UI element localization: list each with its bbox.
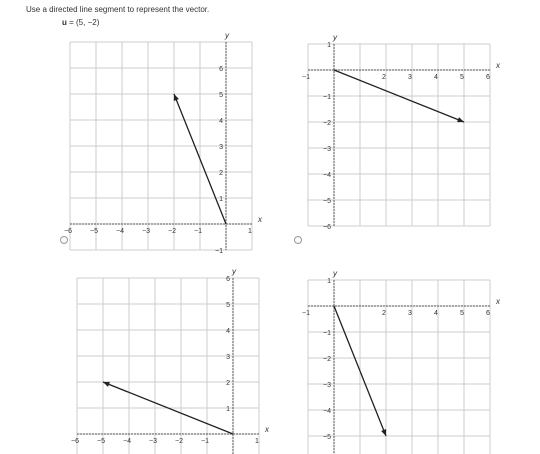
- y-tick-label: −2: [323, 120, 331, 127]
- graph-option-c[interactable]: [71, 267, 269, 454]
- x-tick-label: 2: [382, 310, 386, 317]
- x-axis-label: x: [496, 297, 500, 306]
- x-tick-label: −1: [302, 310, 310, 317]
- y-tick-label: −1: [323, 330, 331, 337]
- y-tick-label: 1: [327, 42, 331, 49]
- y-tick-label: −5: [323, 434, 331, 441]
- y-tick-label: 6: [226, 276, 230, 283]
- y-tick-label: 2: [226, 380, 230, 387]
- y-tick-label: 1: [219, 196, 223, 203]
- y-tick-label: 4: [226, 328, 230, 335]
- x-tick-label: −2: [168, 228, 176, 235]
- y-axis-label: y: [333, 33, 337, 42]
- vector-arrowhead: [174, 94, 179, 101]
- y-tick-label: −2: [323, 356, 331, 363]
- x-axis-label: x: [496, 61, 500, 70]
- question-prompt: Use a directed line segment to represent the vector.: [26, 5, 210, 14]
- y-tick-label: 6: [219, 66, 223, 73]
- x-tick-label: 6: [486, 310, 490, 317]
- graph-option-d[interactable]: [302, 269, 500, 454]
- x-tick-label: 1: [248, 228, 252, 235]
- y-tick-label: 1: [327, 278, 331, 285]
- y-tick-label: −1: [215, 248, 223, 255]
- x-tick-label: 5: [460, 310, 464, 317]
- y-tick-label: −5: [323, 198, 331, 205]
- graph-option-b[interactable]: [302, 33, 500, 238]
- x-tick-label: −3: [149, 438, 157, 445]
- x-tick-label: 4: [434, 310, 438, 317]
- y-tick-label: −4: [323, 408, 331, 415]
- x-tick-label: −6: [64, 228, 72, 235]
- vector-name: u: [62, 18, 67, 27]
- option-b-radio[interactable]: [294, 236, 302, 244]
- y-axis-label: y: [232, 267, 236, 276]
- x-tick-label: −4: [123, 438, 131, 445]
- graph-option-a[interactable]: [64, 31, 262, 255]
- y-tick-label: −3: [323, 382, 331, 389]
- y-tick-label: −6: [323, 224, 331, 231]
- x-tick-label: −2: [175, 438, 183, 445]
- x-tick-label: 3: [408, 74, 412, 81]
- vector-arrowhead: [457, 117, 464, 122]
- y-tick-label: 5: [219, 92, 223, 99]
- x-tick-label: −5: [97, 438, 105, 445]
- x-tick-label: −1: [201, 438, 209, 445]
- x-tick-label: 3: [408, 310, 412, 317]
- vector-value: = (5, −2): [69, 18, 100, 27]
- y-tick-label: 5: [226, 302, 230, 309]
- x-tick-label: 1: [255, 438, 259, 445]
- x-tick-label: −1: [194, 228, 202, 235]
- x-axis-label: x: [265, 425, 269, 434]
- x-tick-label: 2: [382, 74, 386, 81]
- x-axis-label: x: [258, 215, 262, 224]
- y-tick-label: 4: [219, 118, 223, 125]
- y-tick-label: 1: [226, 406, 230, 413]
- x-tick-label: 5: [460, 74, 464, 81]
- y-tick-label: −3: [323, 146, 331, 153]
- x-tick-label: −4: [116, 228, 124, 235]
- y-axis-label: y: [225, 31, 229, 40]
- y-tick-label: 3: [226, 354, 230, 361]
- vector-arrowhead: [381, 429, 386, 436]
- vector-definition: [62, 18, 99, 27]
- x-tick-label: −6: [71, 438, 79, 445]
- y-tick-label: 3: [219, 144, 223, 151]
- x-tick-label: −5: [90, 228, 98, 235]
- y-tick-label: −4: [323, 172, 331, 179]
- x-tick-label: −3: [142, 228, 150, 235]
- x-tick-label: 6: [486, 74, 490, 81]
- vector-arrowhead: [103, 382, 110, 387]
- option-a-radio[interactable]: [60, 236, 68, 244]
- x-tick-label: −1: [302, 74, 310, 81]
- y-axis-label: y: [333, 269, 337, 278]
- x-tick-label: 4: [434, 74, 438, 81]
- y-tick-label: 2: [219, 170, 223, 177]
- y-tick-label: −1: [323, 94, 331, 101]
